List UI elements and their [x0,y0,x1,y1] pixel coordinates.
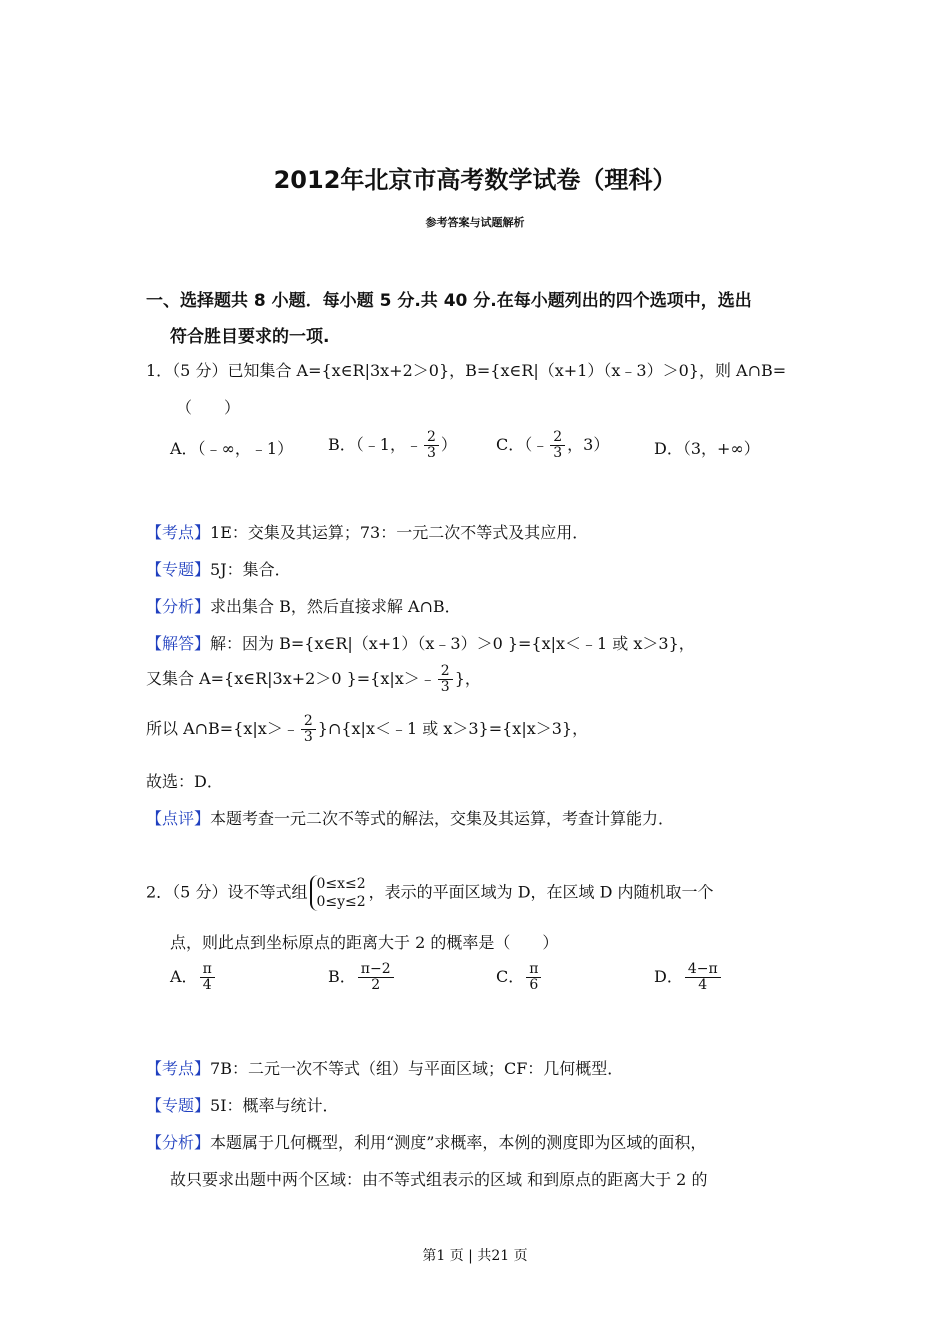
q1-dianping: 【点评】本题考查一元二次不等式的解法，交集及其运算，考查计算能力． [146,809,675,828]
q2-fenxi: 【分析】本题属于几何概型，利用“测度”求概率，本例的测度即为区域的面积， [146,1133,707,1152]
fraction: $\frac{2}{3}$ [438,664,453,695]
q2-stem-line2: 点，则此点到坐标原点的距离大于 2 的概率是（ ） [170,933,559,952]
section-heading-line1: 一、选择题共 8 小题．每小题 5 分.共 40 分.在每小题列出的四个选项中，选出 [146,291,752,311]
q1-stem-line1: 1．（5 分）已知集合 A={x∈R|3x+2＞0}，B={x∈R|（x+1）（x﹣3）＞0}，则 A∩B= [146,361,787,380]
q1-kaodian: 【考点】1E：交集及其运算；73：一元二次不等式及其应用． [146,523,589,542]
q1-zhuanti: 【专题】5J：集合． [146,560,291,579]
q2-option-b: B． $\frac{\pi-2}{2}$ [328,962,396,993]
q1-option-c: C．（﹣ $\frac{2}{3}$ ，3） [496,429,610,461]
inequality-system: 0≤x≤2 0≤y≤2 [310,875,365,911]
q2-kaodian: 【考点】7B：二元一次不等式（组）与平面区域；CF：几何概型． [146,1059,624,1078]
section-heading-line2: 符合胜目要求的一项. [170,327,330,347]
fraction: $\frac{2}{3}$ [301,714,316,745]
q1-jieda-line2: 又集合 A={x∈R|3x+2＞0 }={x|x＞﹣ $\frac{2}{3}$ }， [146,663,481,695]
q2-zhuanti: 【专题】5I：概率与统计． [146,1096,339,1115]
q1-answer: 故选：D． [146,772,223,791]
q1-fenxi: 【分析】求出集合 B，然后直接求解 A∩B． [146,597,461,616]
page-footer: 第1 页 | 共21 页 [422,1248,528,1264]
q2-option-a: A． $\frac{\pi}{4}$ [170,962,217,993]
q1-stem-line2: （ ） [176,398,241,417]
q1-jieda: 【解答】解：因为 B={x∈R|（x+1）（x﹣3）＞0 }={x|x＜﹣1 或 x＞3}， [146,634,695,653]
page-title: 2012年北京市高考数学试卷（理科） [273,166,677,194]
q2-option-d: D． $\frac{4-\pi}{4}$ [654,962,723,993]
q1-option-a: A．（﹣∞，﹣1） [170,439,294,458]
q2-fenxi-line2: 故只要求出题中两个区域：由不等式组表示的区域 和到原点的距离大于 2 的 [170,1170,708,1189]
fraction: $\frac{\pi-2}{2}$ [358,962,394,993]
fraction: $\frac{\pi}{6}$ [526,962,541,993]
q1-option-d: D．（3，+∞） [654,439,760,458]
fraction: $\frac{2}{3}$ [550,430,565,461]
fraction: $\frac{\pi}{4}$ [200,962,215,993]
fraction: $\frac{4-\pi}{4}$ [685,962,721,993]
q2-option-c: C． $\frac{\pi}{6}$ [496,962,543,993]
q1-jieda-line3: 所以 A∩B={x|x＞﹣ $\frac{2}{3}$ }∩{x|x＜﹣1 或 x＞3}={x|x＞3}， [146,713,589,745]
page-subtitle: 参考答案与试题解析 [425,216,525,229]
q1-option-b: B．（﹣1，﹣ $\frac{2}{3}$ ） [328,429,457,461]
fraction: $\frac{2}{3}$ [424,430,439,461]
q2-stem-line1: 2．（5 分）设不等式组 0≤x≤2 0≤y≤2 ，表示的平面区域为 D，在区域 D 内随机取一个 [146,876,714,910]
